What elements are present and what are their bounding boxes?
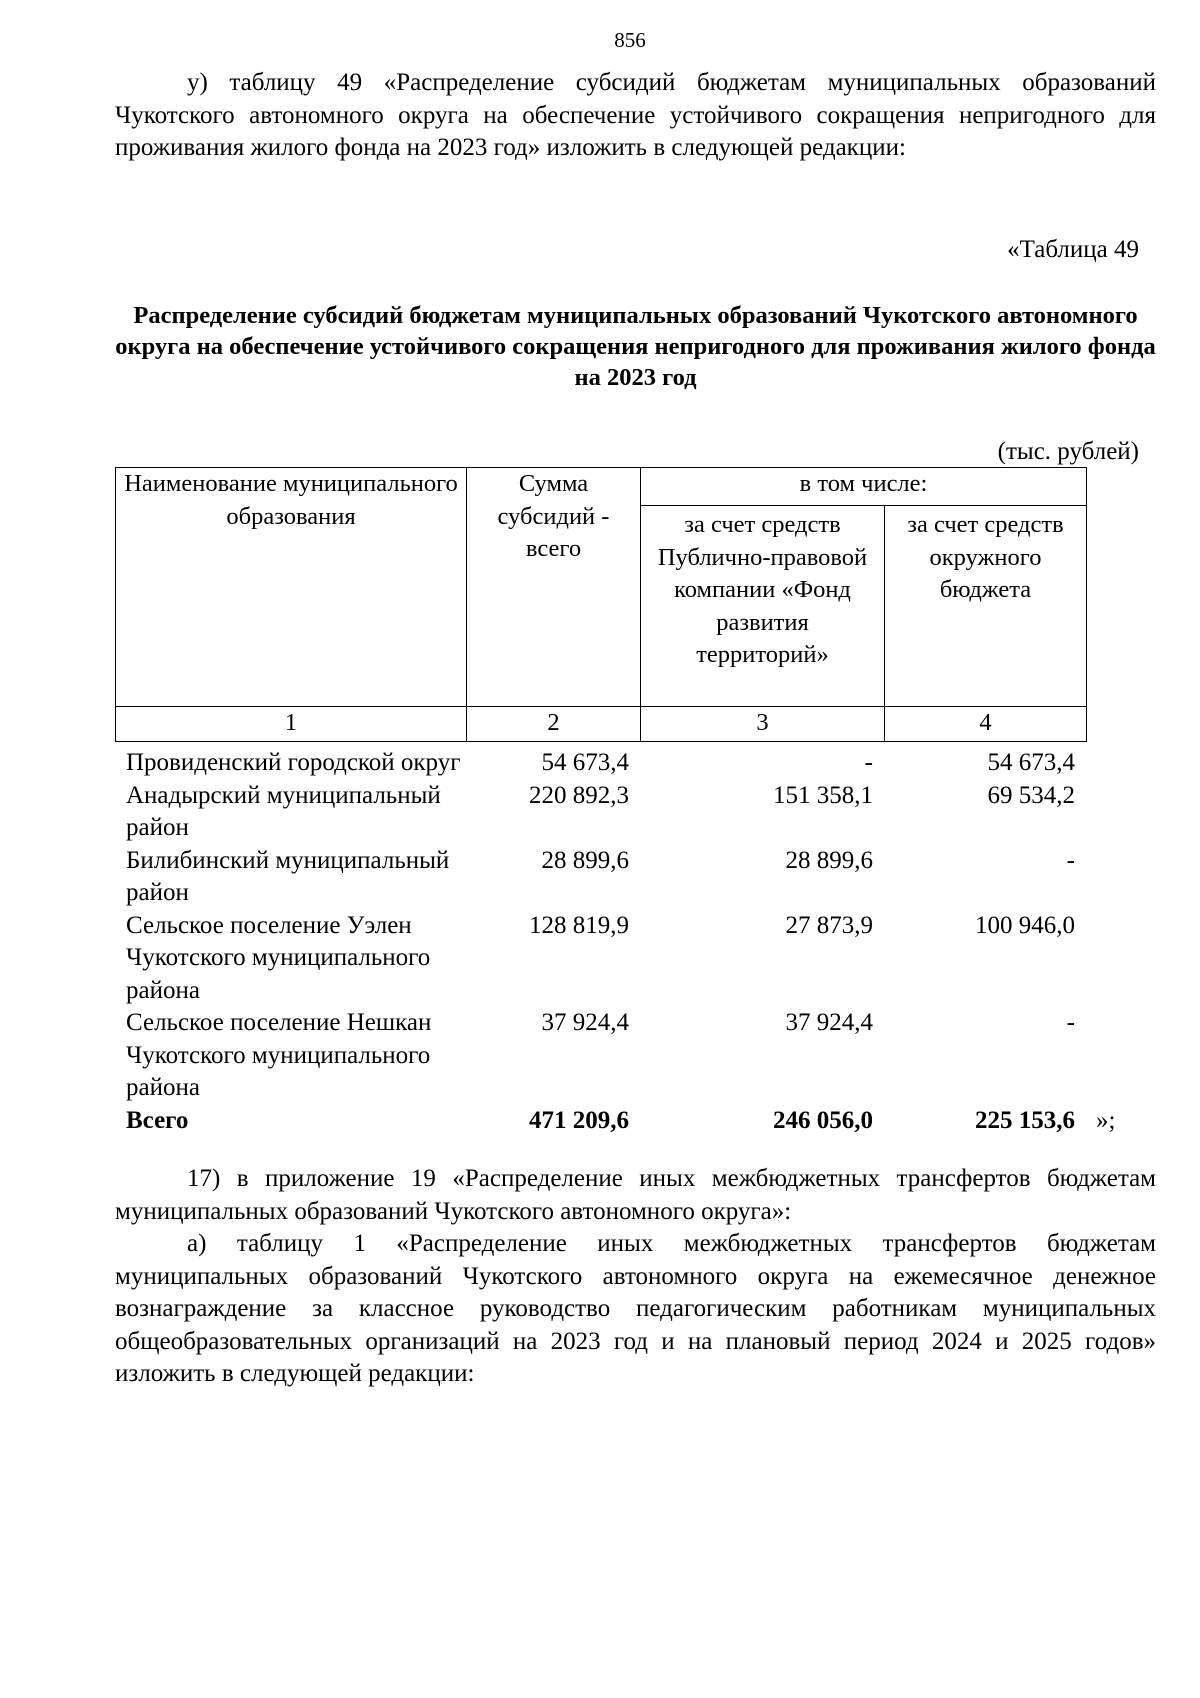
row-name: Анадырский муниципальный район xyxy=(126,781,441,841)
column-number-3: 3 xyxy=(641,707,885,742)
intro-paragraph xyxy=(115,67,1156,165)
intro-text: у) таблицу 49 «Распределение субсидий бюджетам муниципальных образований Чукотского автономного округа на обеспечение устойчивого сокращения непригодного для проживания жилого фонда на 2023 год» изложить в следующей редакции: xyxy=(115,69,1156,162)
row-district: 69 534,2 xyxy=(987,781,1075,809)
total-district: 225 153,6 xyxy=(975,1106,1075,1134)
row-district: - xyxy=(1066,846,1075,874)
row-total: 128 819,9 xyxy=(529,911,629,939)
row-name: Сельское поселение Уэлен Чукотского муниципального района xyxy=(126,911,431,1004)
total-label: Всего xyxy=(126,1106,189,1134)
table-row xyxy=(115,845,1185,910)
table-body xyxy=(115,747,1185,1137)
paragraph-a xyxy=(115,1228,1156,1391)
column-number-4: 4 xyxy=(885,707,1087,742)
row-name: Билибинский муниципальный район xyxy=(126,846,450,906)
row-fund: - xyxy=(864,749,873,776)
total-fund: 246 056,0 xyxy=(773,1106,873,1134)
table-row xyxy=(115,747,1185,780)
table-row xyxy=(115,780,1185,845)
row-district: 100 946,0 xyxy=(975,911,1075,939)
table-row xyxy=(115,1007,1185,1105)
row-fund: 37 924,4 xyxy=(785,1009,873,1036)
header-name: Наименование муниципального образования xyxy=(116,468,467,707)
column-number-2: 2 xyxy=(467,707,641,742)
table-header xyxy=(115,467,1087,742)
header-including: в том числе: xyxy=(641,468,1087,506)
header-fund: за счет средств Публично-правовой компании «Фонд развития территорий» xyxy=(641,506,885,707)
row-total: 28 899,6 xyxy=(541,846,629,874)
row-total: 37 924,4 xyxy=(541,1009,629,1036)
header-district: за счет средств окружного бюджета xyxy=(885,506,1087,707)
total-sum: 471 209,6 xyxy=(529,1106,629,1134)
paragraph-17-text: 17) в приложение 19 «Распределение иных межбюджетных трансфертов бюджетам муниципальных образований Чукотского автономного округа»: xyxy=(115,1165,1156,1225)
header-total: Сумма субсидий - всего xyxy=(467,468,641,707)
row-fund: 151 358,1 xyxy=(773,781,873,809)
table-row xyxy=(115,910,1185,1008)
total-row xyxy=(115,1105,1185,1138)
row-district: 54 673,4 xyxy=(987,749,1075,776)
row-name: Провиденский городской округ xyxy=(126,749,461,776)
table-title: Распределение субсидий бюджетам муниципальных образований Чукотского автономного округа на обеспечение устойчивого сокращения непригодного для проживания жилого фонда на 2023 год xyxy=(115,302,1156,391)
row-total: 220 892,3 xyxy=(529,781,629,809)
row-total: 54 673,4 xyxy=(541,749,629,776)
row-district: - xyxy=(1066,1009,1075,1036)
row-name: Сельское поселение Нешкан Чукотского муниципального района xyxy=(126,1009,432,1101)
row-fund: 28 899,6 xyxy=(785,846,873,874)
paragraph-a-text: а) таблицу 1 «Распределение иных межбюджетных трансфертов бюджетам муниципальных образований Чукотского автономного округа на ежемесячное денежное вознаграждение за классное руководство педагогическим работникам муниципальных общеобразовательных организаций на 2023 год и на плановый период 2024 и 2025 годов» изложить в следующей редакции: xyxy=(115,1230,1156,1388)
table-label: «Таблица 49 xyxy=(1007,236,1139,263)
closing-quote: »; xyxy=(1096,1106,1116,1134)
page-number: 856 xyxy=(614,28,646,52)
column-number-1: 1 xyxy=(116,707,467,742)
paragraph-17 xyxy=(115,1163,1156,1228)
units-label: (тыс. рублей) xyxy=(997,438,1139,465)
row-fund: 27 873,9 xyxy=(785,911,873,939)
